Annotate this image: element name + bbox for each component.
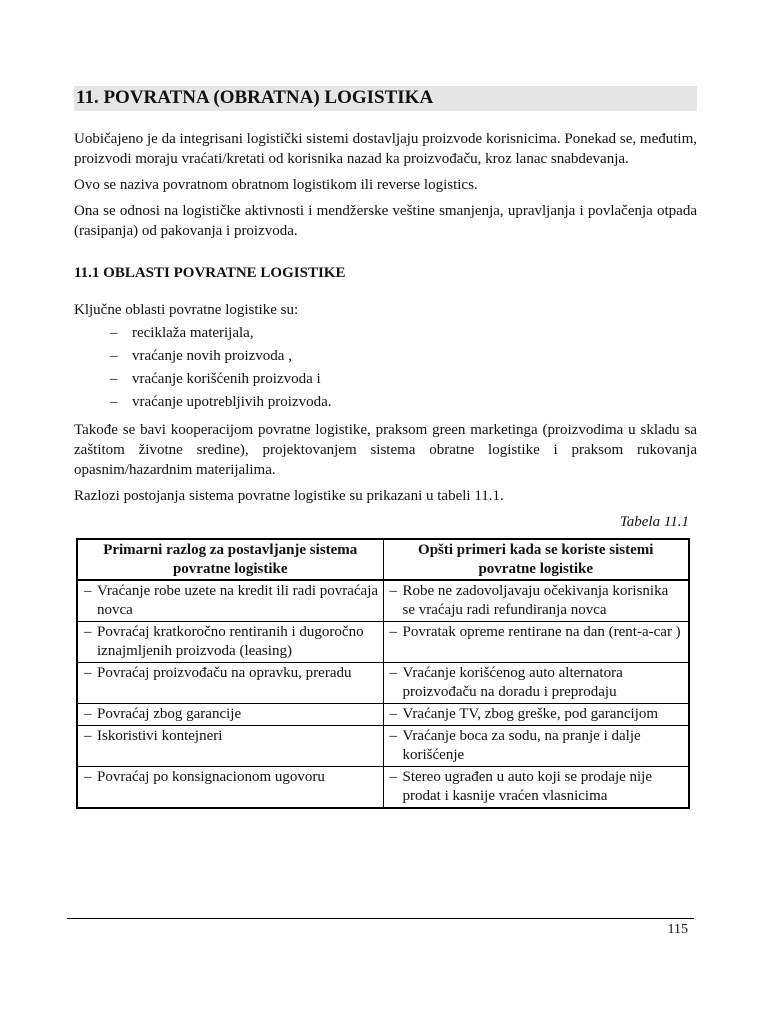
table-cell: – Povraćaj po konsignacionom ugovoru (77, 767, 383, 809)
chapter-title: 11. POVRATNA (OBRATNA) LOGISTIKA (74, 86, 697, 111)
dash-bullet: – (110, 325, 118, 341)
table-row (77, 663, 689, 704)
key-areas-list (74, 322, 697, 414)
table-row (77, 622, 689, 663)
table-caption: Tabela 11.1 (619, 514, 689, 530)
table-row (77, 704, 689, 726)
table-cell: – Robe ne zadovoljavaju očekivanja korisnika se vraćaju radi refundiranja novca (383, 580, 689, 622)
body-paragraph: Razlozi postojanja sistema povratne logistike su prikazani u tabeli 11.1. (74, 488, 504, 504)
page-number: 115 (667, 922, 688, 937)
table-cell: – Vraćanje robe uzete na kredit ili radi povraćaja novca (77, 580, 383, 622)
table-row (77, 726, 689, 767)
list-item: – reciklaža materijala, (110, 322, 697, 345)
table-header-cell: Opšti primeri kada se koriste sistemi povratne logistike (383, 539, 689, 580)
section-lead: Ključne oblasti povratne logistike su: (74, 302, 299, 318)
section-title: 11.1 OBLASTI POVRATNE LOGISTIKE (74, 265, 346, 281)
body-paragraph: Takođe se bavi kooperacijom povratne logistike, praksom green marketinga (proizvodima u skladu sa zaštitom životne sredine), projektovanjem sistema obratne logistike i praksom rukovanja opasnim/hazardnim materijalima. (74, 422, 697, 478)
document-page (74, 86, 697, 809)
list-item: – vraćanje korišćenih proizvoda i (110, 368, 697, 391)
table-cell: – Povratak opreme rentirane na dan (rent-a-car ) (383, 622, 689, 663)
list-item: – vraćanje upotrebljivih proizvoda. (110, 391, 697, 414)
intro-paragraph: Ona se odnosi na logističke aktivnosti i mendžerske veštine smanjenja, upravljanja i povlačenja otpada (rasipanja) od pakovanja i proizvoda. (74, 203, 697, 239)
dash-bullet: – (110, 371, 118, 387)
table-cell: – Vraćanje korišćenog auto alternatora proizvođaču na doradu i preprodaju (383, 663, 689, 704)
list-item: – vraćanje novih proizvoda , (110, 345, 697, 368)
table-cell: – Povraćaj proizvođaču na opravku, preradu (77, 663, 383, 704)
table-cell: – Iskoristivi kontejneri (77, 726, 383, 767)
dash-bullet: – (110, 394, 118, 410)
table-cell: – Stereo ugrađen u auto koji se prodaje nije prodat i kasnije vraćen vlasnicima (383, 767, 689, 809)
intro-paragraph: Uobičajeno je da integrisani logistički sistemi dostavljaju proizvode korisnicima. Ponekad se, međutim, proizvodi moraju vraćati/kretati od korisnika nazad ka proizvođaču, kroz lanac snabdevanja. (74, 131, 697, 167)
table-header-row (77, 539, 689, 580)
dash-bullet: – (110, 348, 118, 364)
reasons-table (76, 538, 690, 809)
table-header-cell: Primarni razlog za postavljanje sistema povratne logistike (77, 539, 383, 580)
table-cell: – Vraćanje TV, zbog greške, pod garancijom (383, 704, 689, 726)
table-row (77, 580, 689, 622)
table-row (77, 767, 689, 809)
footer-divider (67, 918, 694, 919)
table-cell: – Povraćaj zbog garancije (77, 704, 383, 726)
intro-paragraph: Ovo se naziva povratnom obratnom logistikom ili reverse logistics. (74, 177, 478, 193)
table-cell: – Povraćaj kratkoročno rentiranih i dugoročno iznajmljenih proizvoda (leasing) (77, 622, 383, 663)
table-cell: – Vraćanje boca za sodu, na pranje i dalje korišćenje (383, 726, 689, 767)
